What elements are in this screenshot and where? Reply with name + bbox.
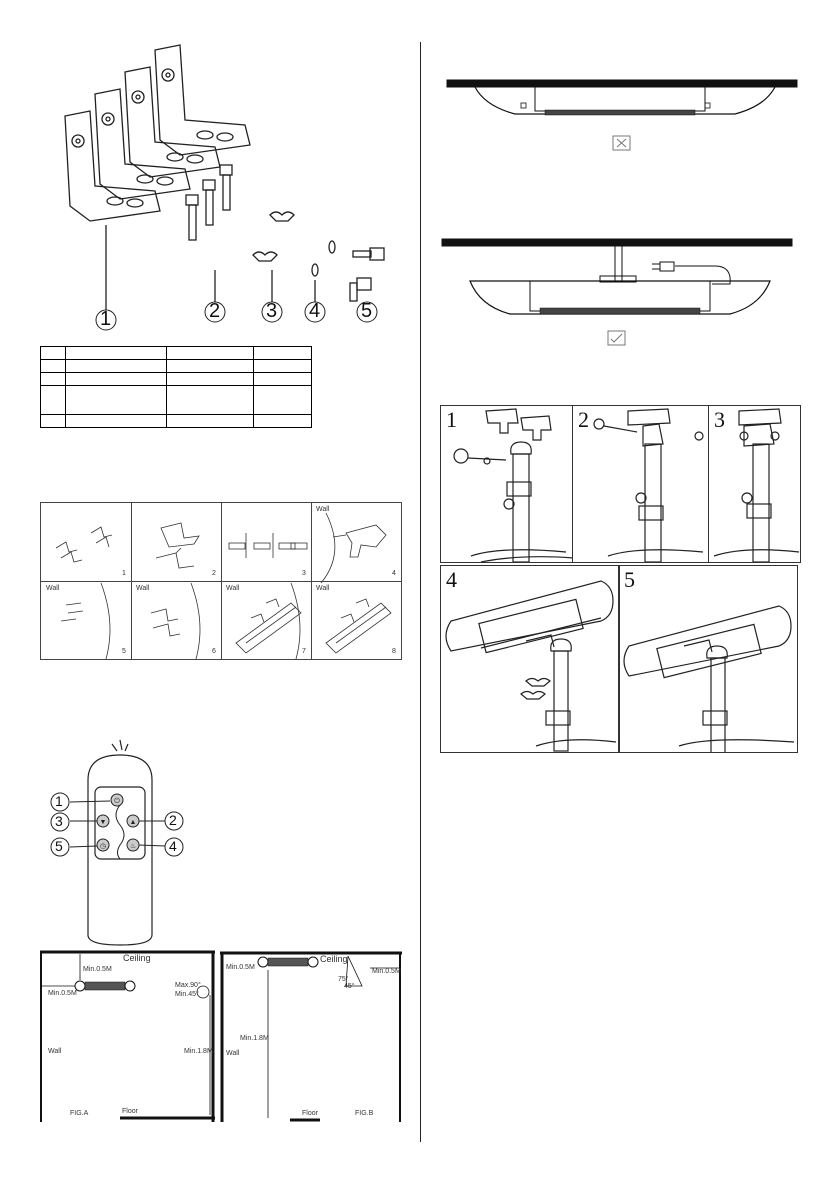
fig-b-wall: Wall: [226, 1050, 240, 1057]
part-label-3: 3: [266, 300, 278, 322]
mount-step-num-1: 1: [122, 570, 126, 577]
fig-b-angle-75: 75°: [338, 976, 349, 983]
fig-a-ceiling: Ceiling: [123, 953, 151, 963]
fig-a-min-top: Min.0.5M: [83, 966, 112, 973]
pole-step-num-2: 2: [578, 407, 589, 432]
mount-step-num-6: 6: [212, 648, 216, 655]
fig-b-floor: Floor: [302, 1110, 318, 1117]
pole-step-num-4: 4: [446, 567, 457, 592]
part-callouts: [96, 302, 377, 330]
fig-b-caption: FIG.B: [355, 1110, 374, 1117]
part-label-1: 1: [100, 308, 112, 330]
fig-b-angle-45: 45°: [344, 983, 355, 990]
mount-step-num-3: 3: [302, 570, 306, 577]
column-divider: [420, 42, 421, 1142]
cross-mark-icon: [613, 136, 630, 150]
fig-a-min-floor: Min.1.8M: [184, 1048, 213, 1055]
part-label-2: 2: [209, 300, 221, 322]
fig-a-wall: Wall: [48, 1048, 62, 1055]
clearance-fig-a: [40, 950, 215, 1122]
clearance-fig-b: [220, 950, 402, 1122]
mount-steps-drawings: [41, 503, 401, 659]
fig-a-min-side: Min.0.5M: [48, 990, 77, 997]
wall-label-5: Wall: [46, 585, 60, 592]
pole-step-3: [708, 405, 801, 563]
remote-control-illustration: [40, 735, 220, 950]
svg-text:♨: ♨: [129, 843, 137, 850]
pole-step-4: [440, 565, 620, 753]
parts-table: [40, 346, 312, 428]
svg-text:▼: ▼: [99, 819, 107, 826]
fig-a-caption: FIG.A: [70, 1110, 89, 1117]
parts-illustration: [40, 40, 420, 340]
ceiling-mount-correct: [440, 236, 795, 351]
fig-b-min-floor: Min.1.8M: [240, 1035, 269, 1042]
mount-step-num-2: 2: [212, 570, 216, 577]
pole-step-2: [572, 405, 709, 563]
wall-label-6: Wall: [136, 585, 150, 592]
fig-b-ceiling: Ceiling: [320, 954, 348, 964]
fig-b-min-left: Min.0.5M: [226, 964, 255, 971]
remote-callout-2: 2: [169, 812, 177, 828]
bracket-1: [155, 45, 250, 155]
svg-text:⏻: ⏻: [114, 798, 120, 805]
wall-label-7: Wall: [226, 585, 240, 592]
mount-steps-grid: [40, 502, 402, 660]
fig-b-min-right: Min.0.5M: [372, 968, 401, 975]
mount-step-num-4: 4: [392, 570, 396, 577]
part-label-5: 5: [361, 300, 373, 322]
remote-callout-5: 5: [55, 838, 63, 854]
wall-label-8: Wall: [316, 585, 330, 592]
pole-step-num-5: 5: [624, 567, 635, 592]
remote-callout-3: 3: [55, 813, 63, 829]
pole-step-1: [440, 405, 573, 563]
pole-step-5: [618, 565, 798, 753]
pole-step-num-1: 1: [446, 407, 457, 432]
remote-callout-4: 4: [169, 838, 177, 854]
remote-callout-1: 1: [55, 793, 63, 809]
ceiling-mount-incorrect: [445, 78, 800, 160]
svg-text:◷: ◷: [99, 843, 107, 850]
wall-label-4: Wall: [316, 506, 330, 513]
mount-step-num-5: 5: [122, 648, 126, 655]
pole-step-num-3: 3: [714, 407, 725, 432]
fig-a-min-angle: Min.45°: [175, 991, 199, 998]
part-label-4: 4: [309, 300, 321, 322]
fig-a-max-angle: Max.90°: [175, 982, 201, 989]
fig-a-floor: Floor: [122, 1108, 138, 1115]
mount-step-num-7: 7: [302, 648, 306, 655]
svg-text:▲: ▲: [129, 819, 137, 826]
check-mark-icon: [608, 331, 625, 345]
mount-step-num-8: 8: [392, 648, 396, 655]
